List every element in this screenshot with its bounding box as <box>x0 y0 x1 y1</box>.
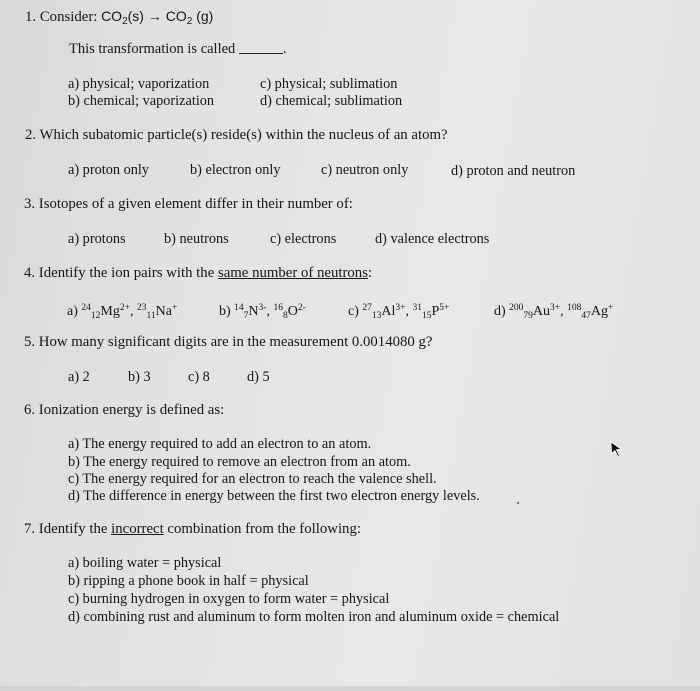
q4-option-d[interactable]: d) $^{200}_{79}Au^{3+}$, $^{108}_{47}$Ag+ <box>494 303 614 321</box>
q4-option-a[interactable]: a) $^{24}_{12}Mg^{2+}$, $^{23}_{11}$Na+ <box>67 303 178 321</box>
q4-option-b[interactable]: b) $^{14}_7N^{3-}$, $^{16}_8O^{2-}$ <box>219 303 306 321</box>
stray-mark <box>517 502 519 504</box>
q3-option-c[interactable]: c) electrons <box>270 231 337 247</box>
q4-question: 4. Identify the ion pairs with the same number of neutrons: <box>24 265 373 281</box>
q4-underlined-phrase: same number of neutrons <box>217 265 368 281</box>
q5-option-c[interactable]: c) 8 <box>188 369 210 385</box>
q7-question: 7. Identify the incorrect combination from the following: <box>24 521 361 537</box>
q5-option-a[interactable]: a) 2 <box>68 369 90 385</box>
q2-option-a[interactable]: a) proton only <box>68 162 149 178</box>
q7-option-c[interactable]: c) burning hydrogen in oxygen to form water = physical <box>68 591 390 607</box>
q5-option-b[interactable]: b) 3 <box>128 369 151 385</box>
q1-prompt-label: Consider: <box>39 9 98 25</box>
q5-question: 5. How many significant digits are in the measurement 0.0014080 g? <box>24 334 433 350</box>
q3-question: 3. Isotopes of a given element differ in their number of: <box>24 196 353 212</box>
q6-option-d[interactable]: d) The difference in energy between the first two electron energy levels. <box>68 488 480 504</box>
page-bottom-edge <box>0 686 700 691</box>
q3-option-b[interactable]: b) neutrons <box>164 231 229 247</box>
q3-option-a[interactable]: a) protons <box>68 231 126 247</box>
q2-option-c[interactable]: c) neutron only <box>321 162 409 178</box>
q1-option-c[interactable]: c) physical; sublimation <box>260 76 398 92</box>
answer-blank <box>239 41 283 54</box>
q1-reaction: $CO_2(s) \to CO_2$ (g) <box>101 8 214 27</box>
q7-underlined-word: incorrect <box>111 521 164 537</box>
q1-option-d[interactable]: d) chemical; sublimation <box>260 93 403 109</box>
q4-option-c[interactable]: c) $^{27}_{13}Al^{3+}$, $^{31}_{15}P^{5+}$ <box>348 303 450 321</box>
q6-question: 6. Ionization energy is defined as: <box>24 402 225 418</box>
q1-number: 1. <box>25 9 37 25</box>
q7-option-d[interactable]: d) combining rust and aluminum to form molten iron and aluminum oxide = chemical <box>68 609 560 625</box>
q3-option-d[interactable]: d) valence electrons <box>375 231 490 247</box>
reaction-arrow-icon: → <box>147 8 162 24</box>
q6-option-b[interactable]: b) The energy required to remove an electron from an atom. <box>68 454 411 470</box>
q6-option-c[interactable]: c) The energy required for an electron to reach the valence shell. <box>68 471 437 487</box>
q1-option-b[interactable]: b) chemical; vaporization <box>68 93 215 109</box>
q1-prompt <box>25 8 213 26</box>
q6-option-a[interactable]: a) The energy required to add an electron to an atom. <box>68 436 372 452</box>
mouse-pointer-icon <box>609 441 623 457</box>
q5-option-d[interactable]: d) 5 <box>247 369 270 385</box>
q2-option-b[interactable]: b) electron only <box>190 162 281 178</box>
q2-question: 2. Which subatomic particle(s) reside(s) within the nucleus of an atom? <box>25 127 448 143</box>
q7-option-b[interactable]: b) ripping a phone book in half = physical <box>68 573 309 589</box>
q1-option-a[interactable]: a) physical; vaporization <box>68 76 210 92</box>
q2-option-d[interactable]: d) proton and neutron <box>451 163 576 179</box>
q7-option-a[interactable]: a) boiling water = physical <box>68 555 222 571</box>
q1-statement: This transformation is called . <box>69 41 287 57</box>
